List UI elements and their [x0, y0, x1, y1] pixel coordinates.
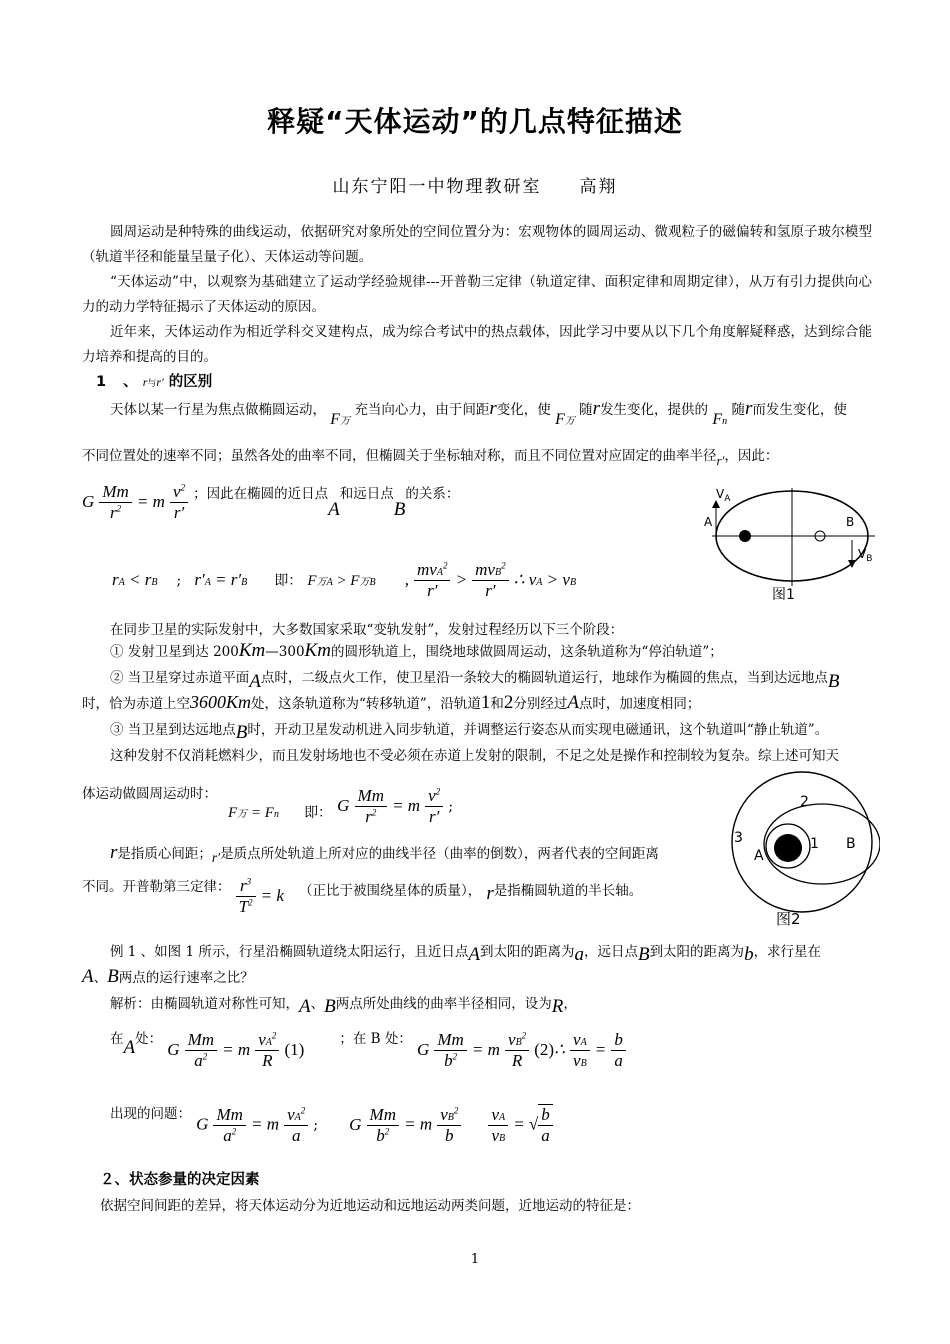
figure-1-caption: 图1 — [772, 587, 795, 603]
kepler-third-law-line: $^{不同。开普勒第三定律:}$ $\frac{r^3}{T^2}$ = k $^{(正比于被围绕星体的质量),}$ $r^{是指椭圆轨道的半长轴。}$ — [82, 876, 643, 916]
launch-step-2-line-2: 时，恰为赤道上空3600Km处，这条轨道称为“转移轨道”，沿轨道1和2分别经过A点时，加速度相同； — [82, 692, 701, 713]
velocity-a-arrowhead — [712, 500, 720, 508]
page-number: 1 — [470, 1252, 480, 1267]
label-orbit-3: 3 — [734, 830, 743, 846]
figure-2-caption: 图2 — [776, 910, 801, 928]
launch-summary: 这种发射不仅消耗燃料少，而且发射场地也不受必须在赤道上发射的限制，不足之处是操作和控制较为复杂。综上述可知天 — [110, 748, 839, 764]
radius-description: r是指质心间距；r′是质点所处轨道上所对应的曲线半径（曲率的倒数），两者代表的空间距离 — [110, 842, 659, 865]
label-b: B — [846, 836, 856, 852]
label-va: $V_A$ — [716, 487, 731, 504]
section-1-line-2: 不同位置处的速率不同；虽然各处的曲率不同，但椭圆关于坐标轴对称，而且不同位置对应固定的曲率半径r′，因此： — [82, 448, 779, 468]
earth — [774, 834, 802, 862]
label-a: A — [704, 515, 713, 529]
figure-1-ellipse-orbit — [700, 484, 880, 606]
section-2-paragraph: 依据空间间距的差异，将天体运动分为近地运动和远地运动两类问题，近地运动的特征是： — [100, 1198, 640, 1214]
example-1-analysis: 解析：由椭圆轨道对称性可知，A、B两点所处曲线的曲率半径相同，设为R， — [110, 996, 577, 1017]
launch-step-1: ① 发射卫星到达 200Km—300Km的圆形轨道上，围绕地球做圆周运动，这条轨道称为“停泊轨道”； — [110, 640, 723, 661]
paragraph-intro-1: 圆周运动是种特殊的曲线运动，依据研究对象所处的空间位置分为：宏观物体的圆周运动、微观粒子的磁偏转和氢原子玻尔模型（轨道半径和能量呈量子化）、天体运动等问题。 — [82, 224, 872, 265]
example-1-problem: $^{出现的问题:}$ G $\frac{Mm}{a^2}$ = m $\frac{vA^2}{a}$ ; G $\frac{Mm}{b^2}$ = m $\frac{vB^2}{b}$ $\frac{vA}{vB}$ = √ $\frac{b}{a}$ — [110, 1104, 553, 1146]
equation-near-far-comparison: rA < rB ; r′A = r′B 即： F万A > F万B , $\frac{mvA^2}{r'}$ > $\frac{mvB^2}{r'}$ ∴ vA > vB — [112, 560, 577, 600]
circle-motion-line: 体运动做圆周运动时： — [82, 786, 217, 802]
equation-circle-motion: F万 = Fn 即： G $\frac{Mm}{r^2}$ = m $\frac{v^2}{r'}$ ; — [228, 786, 454, 826]
author-line: 山东宁阳一中物理教研室 高翔 — [332, 177, 618, 197]
section-2-heading: ２、状态参量的决定因素 — [100, 1172, 260, 1188]
label-orbit-1: 1 — [810, 836, 819, 852]
launch-step-3: ③ 当卫星到达远地点B时，开动卫星发动机进入同步轨道，并调整运行姿态从而实现电磁通讯，这个轨道叫“静止轨道”。 — [110, 722, 829, 743]
sun-focus — [739, 530, 751, 542]
label-b: B — [846, 515, 855, 529]
label-orbit-2: 2 — [800, 794, 809, 810]
paragraph-intro-2: “天体运动”中，以观察为基础建立了运动学经验规律---开普勒三定律（轨道定律、面积定律和周期定律），从万有引力提供向心力的动力学特征揭示了天体运动的原因。 — [82, 274, 872, 315]
paragraph-intro-3: 近年来，天体运动作为相近学科交叉建构点，成为综合考试中的热点载体，因此学习中要从以下几个角度解疑释惑，达到综合能力培养和提高的目的。 — [82, 324, 872, 365]
label-vb: $V_B$ — [858, 547, 873, 564]
example-1-line-1: 例 1 、如图 1 所示，行星沿椭圆轨道绕太阳运行，且近日点A到太阳的距离为a，远日点B到太阳的距离为b，求行星在 — [110, 944, 822, 965]
example-1-line-2: A、B两点的运行速率之比？ — [82, 966, 254, 987]
section-1-heading: 1 、 r与r′ 的区别 — [96, 374, 213, 390]
launch-step-2-line-1: ② 当卫星穿过赤道平面A点时，二级点火工作，使卫星沿一条较大的椭圆轨道运行，地球作为椭圆的焦点，当到达远地点B — [110, 670, 840, 692]
document-title: 释疑“天体运动”的几点特征描述 — [267, 105, 683, 138]
figure-2-transfer-orbit — [724, 768, 880, 930]
label-a: A — [754, 848, 764, 864]
example-1-equations: $^在A^{处:}$ G $\frac{Mm}{a^2}$ = m $\frac{vA^2}{R}$ (1) $^{;在 B 处:}$ G $\frac{Mm}{b^2}$ = m $\frac{vB^2}{R}$ (2)∴ $\frac{vA}{vB}$ = $\frac{b}{a}$ — [110, 1030, 626, 1071]
equation-gravity-curvature: G $\frac{Mm}{r^2}$ = m $\frac{v^2}{r'}$ $^{;因此在椭圆的近日点}A^{和远日点}B^{的关系:}$ — [82, 482, 460, 522]
section-1-line-1: 天体以某一行星为焦点做椭圆运动， F万 充当向心力，由于间距r变化，使 F万 随r发生变化，提供的 Fn 随r而发生变化，使 — [110, 398, 847, 428]
velocity-b-arrowhead — [848, 560, 856, 568]
launch-intro: 在同步卫星的实际发射中，大多数国家采取“变轨发射”，发射过程经历以下三个阶段： — [110, 622, 624, 638]
